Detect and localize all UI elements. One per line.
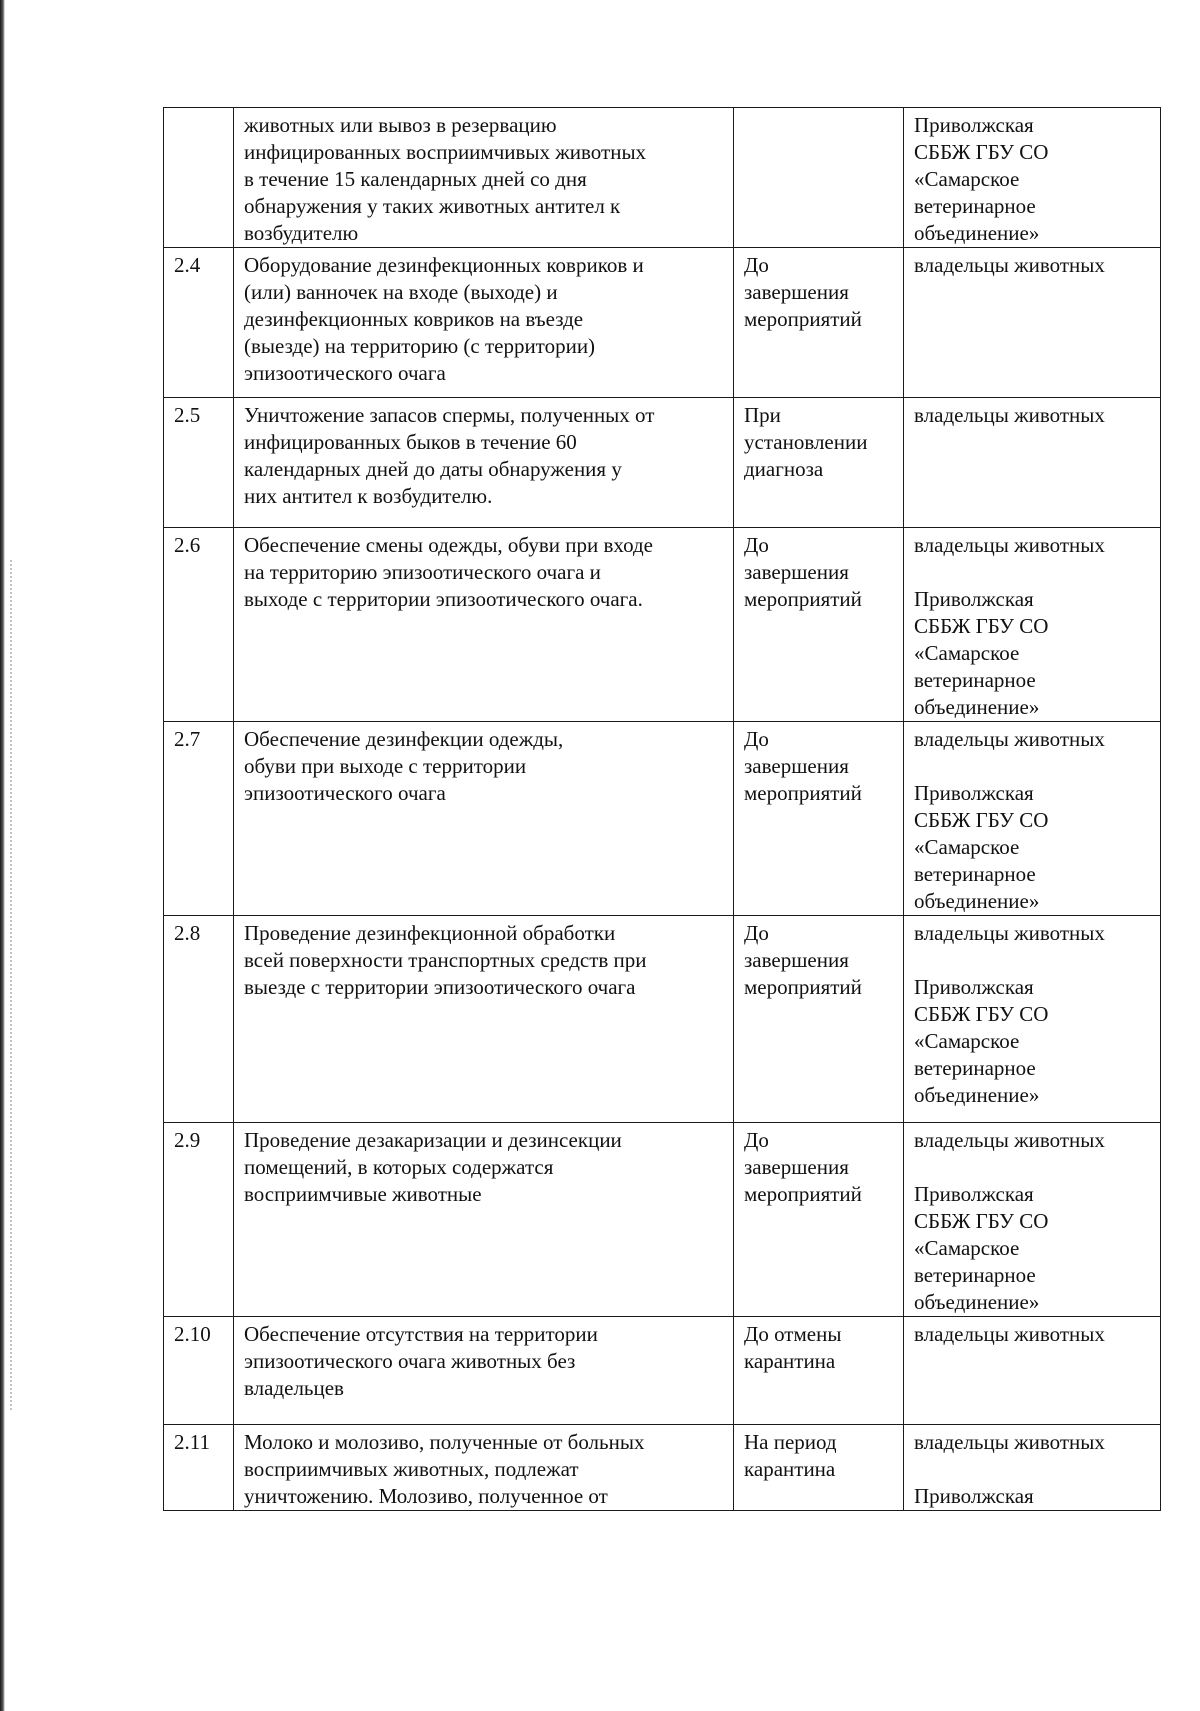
deadline-cell [734, 398, 904, 528]
table-row [164, 398, 1161, 528]
action-text-line: выезде с территории эпизоотического очага [244, 975, 636, 999]
responsible-text-line: Приволжская [914, 975, 1034, 999]
deadline-text-line: установлении [744, 430, 868, 454]
measures-table [163, 107, 1161, 1511]
table-row [164, 108, 1161, 248]
action-text-line: обуви при выходе с территории [244, 754, 527, 778]
action-text-line: дезинфекционных ковриков на въезде [244, 307, 584, 331]
responsible-text-line: владельцы животных [914, 921, 1105, 945]
action-text-line: Проведение дезинфекционной обработки [244, 921, 616, 945]
responsible-text-line: ветеринарное [914, 1056, 1036, 1080]
cell-spacer [914, 947, 1150, 974]
deadline-text-line: мероприятий [744, 975, 862, 999]
responsible-text-line: СББЖ ГБУ СО [914, 140, 1049, 164]
deadline-text-line: мероприятий [744, 587, 862, 611]
action-text-line: Уничтожение запасов спермы, полученных от [244, 403, 655, 427]
action-text-line: Проведение дезакаризации и дезинсекции [244, 1128, 622, 1152]
table-row [164, 722, 1161, 916]
row-number: 2.5 [174, 403, 201, 427]
row-number: 2.8 [174, 921, 201, 945]
deadline-text-line: завершения [744, 1155, 849, 1179]
responsible-text-line: ветеринарное [914, 862, 1036, 886]
responsible-text-line: «Самарское [914, 167, 1020, 191]
responsible-cell [904, 248, 1161, 398]
deadline-text-line: До отмены [744, 1322, 842, 1346]
action-text-line: Обеспечение отсутствия на территории [244, 1322, 598, 1346]
deadline-text-line: карантина [744, 1349, 836, 1373]
responsible-text-line: Приволжская [914, 113, 1034, 137]
deadline-cell [734, 248, 904, 398]
deadline-text-line: На период [744, 1430, 837, 1454]
responsible-cell [904, 108, 1161, 248]
action-text-line: возбудителю [244, 221, 359, 245]
row-number-cell [164, 398, 234, 528]
row-number-cell [164, 1425, 234, 1511]
responsible-cell [904, 528, 1161, 722]
responsible-text-line: Приволжская [914, 1182, 1034, 1206]
deadline-cell [734, 528, 904, 722]
row-number-cell [164, 1123, 234, 1317]
deadline-cell [734, 722, 904, 916]
table-row [164, 248, 1161, 398]
deadline-text-line: завершения [744, 560, 849, 584]
deadline-text-line: До [744, 533, 769, 557]
responsible-text-line: ветеринарное [914, 1263, 1036, 1287]
responsible-cell [904, 1123, 1161, 1317]
responsible-text-line: владельцы животных [914, 403, 1105, 427]
deadline-text-line: До [744, 1128, 769, 1152]
action-text-line: (или) ванночек на входе (выходе) и [244, 280, 558, 304]
action-text-line: инфицированных быков в течение 60 [244, 430, 577, 454]
action-text-line: них антител к возбудителю. [244, 484, 493, 508]
responsible-text-line: СББЖ ГБУ СО [914, 1002, 1049, 1026]
row-number: 2.6 [174, 533, 201, 557]
cell-spacer [914, 1456, 1150, 1483]
deadline-cell [734, 108, 904, 248]
responsible-text-line: Приволжская [914, 1484, 1034, 1508]
action-text-line: выходе с территории эпизоотического очага. [244, 587, 643, 611]
responsible-text-line: «Самарское [914, 835, 1020, 859]
table-row [164, 916, 1161, 1123]
deadline-text-line: До [744, 253, 769, 277]
action-cell [234, 916, 734, 1123]
action-text-line: эпизоотического очага животных без [244, 1349, 576, 1373]
action-cell [234, 528, 734, 722]
responsible-text-line: владельцы животных [914, 253, 1105, 277]
responsible-text-line: владельцы животных [914, 727, 1105, 751]
deadline-text-line: карантина [744, 1457, 836, 1481]
row-number: 2.10 [174, 1322, 211, 1346]
action-cell [234, 1123, 734, 1317]
responsible-text-line: владельцы животных [914, 1322, 1105, 1346]
row-number: 2.7 [174, 727, 201, 751]
action-text-line: Обеспечение смены одежды, обуви при входе [244, 533, 653, 557]
deadline-cell [734, 1317, 904, 1425]
action-text-line: уничтожению. Молозиво, полученное от [244, 1484, 608, 1508]
action-text-line: эпизоотического очага [244, 781, 446, 805]
responsible-cell [904, 916, 1161, 1123]
row-number: 2.11 [174, 1430, 210, 1454]
action-cell [234, 108, 734, 248]
deadline-text-line: При [744, 403, 781, 427]
responsible-cell [904, 398, 1161, 528]
deadline-cell [734, 916, 904, 1123]
cell-spacer [914, 1154, 1150, 1181]
action-cell [234, 722, 734, 916]
deadline-text-line: До [744, 921, 769, 945]
responsible-text-line: СББЖ ГБУ СО [914, 808, 1049, 832]
responsible-cell [904, 722, 1161, 916]
responsible-text-line: Приволжская [914, 781, 1034, 805]
responsible-text-line: объединение» [914, 889, 1040, 913]
responsible-text-line: владельцы животных [914, 1128, 1105, 1152]
table-row [164, 1123, 1161, 1317]
row-number-cell [164, 528, 234, 722]
action-text-line: Оборудование дезинфекционных ковриков и [244, 253, 644, 277]
row-number-cell [164, 722, 234, 916]
responsible-text-line: объединение» [914, 1290, 1040, 1314]
responsible-cell [904, 1425, 1161, 1511]
deadline-text-line: мероприятий [744, 1182, 862, 1206]
action-text-line: животных или вывоз в резервацию [244, 113, 557, 137]
responsible-text-line: ветеринарное [914, 668, 1036, 692]
deadline-text-line: диагноза [744, 457, 824, 481]
deadline-text-line: До [744, 727, 769, 751]
action-cell [234, 398, 734, 528]
action-text-line: помещений, в которых содержатся [244, 1155, 554, 1179]
responsible-text-line: объединение» [914, 695, 1040, 719]
row-number: 2.9 [174, 1128, 201, 1152]
action-cell [234, 1317, 734, 1425]
deadline-text-line: завершения [744, 948, 849, 972]
deadline-text-line: мероприятий [744, 781, 862, 805]
action-text-line: в течение 15 календарных дней со дня [244, 167, 587, 191]
action-text-line: восприимчивых животных, подлежат [244, 1457, 579, 1481]
responsible-text-line: объединение» [914, 1083, 1040, 1107]
responsible-text-line: «Самарское [914, 1236, 1020, 1260]
action-cell [234, 248, 734, 398]
deadline-text-line: мероприятий [744, 307, 862, 331]
table-row [164, 528, 1161, 722]
responsible-text-line: СББЖ ГБУ СО [914, 1209, 1049, 1233]
responsible-cell [904, 1317, 1161, 1425]
action-text-line: инфицированных восприимчивых животных [244, 140, 647, 164]
action-text-line: эпизоотического очага [244, 361, 446, 385]
action-text-line: Обеспечение дезинфекции одежды, [244, 727, 564, 751]
row-number-cell [164, 916, 234, 1123]
action-text-line: обнаружения у таких животных антител к [244, 194, 621, 218]
action-text-line: всей поверхности транспортных средств при [244, 948, 647, 972]
responsible-text-line: «Самарское [914, 641, 1020, 665]
table-row [164, 1317, 1161, 1425]
action-text-line: календарных дней до даты обнаружения у [244, 457, 622, 481]
action-text-line: владельцев [244, 1376, 344, 1400]
row-number-cell [164, 1317, 234, 1425]
responsible-text-line: владельцы животных [914, 1430, 1105, 1454]
deadline-cell [734, 1123, 904, 1317]
action-cell [234, 1425, 734, 1511]
cell-spacer [914, 559, 1150, 586]
scan-edge-noise [10, 560, 14, 1410]
responsible-text-line: ветеринарное [914, 194, 1036, 218]
responsible-text-line: Приволжская [914, 587, 1034, 611]
responsible-text-line: объединение» [914, 221, 1040, 245]
table-row [164, 1425, 1161, 1511]
responsible-text-line: владельцы животных [914, 533, 1105, 557]
responsible-text-line: «Самарское [914, 1029, 1020, 1053]
action-text-line: Молоко и молозиво, полученные от больных [244, 1430, 645, 1454]
scan-left-edge [0, 0, 5, 1711]
deadline-cell [734, 1425, 904, 1511]
row-number: 2.4 [174, 253, 201, 277]
action-text-line: восприимчивые животные [244, 1182, 482, 1206]
measures-table-body [164, 108, 1161, 1511]
deadline-text-line: завершения [744, 754, 849, 778]
cell-spacer [914, 753, 1150, 780]
action-text-line: на территорию эпизоотического очага и [244, 560, 601, 584]
row-number-cell [164, 248, 234, 398]
deadline-text-line: завершения [744, 280, 849, 304]
action-text-line: (выезде) на территорию (с территории) [244, 334, 596, 358]
row-number-cell [164, 108, 234, 248]
responsible-text-line: СББЖ ГБУ СО [914, 614, 1049, 638]
